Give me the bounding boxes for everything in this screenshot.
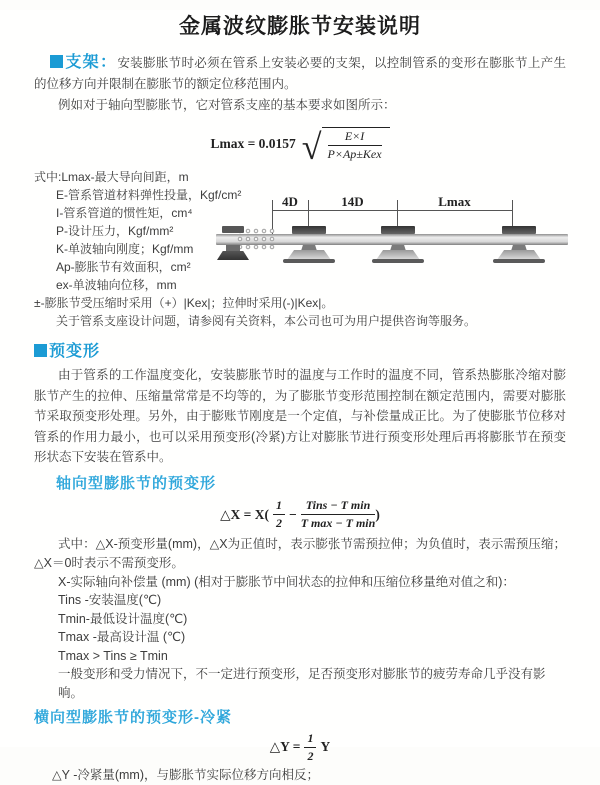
variable-line: E-管系管道材料弹性投量，Kgf/cm² <box>56 188 242 202</box>
radical-sign: √ <box>301 126 322 167</box>
predeform-section-heading <box>34 338 566 361</box>
lateral-description: △Y -冷紧量(mm)，与膨胀节实际位移方向相反； <box>52 768 320 782</box>
support-section-label: 支架： <box>65 54 118 71</box>
saddle-support <box>281 226 337 266</box>
fraction-numerator: 1 <box>273 498 285 515</box>
variable-line: K-单波轴向刚度；Kgf/mm <box>56 242 194 256</box>
fraction-numerator: Tins − T min <box>301 498 376 515</box>
lmax-formula-lhs: Lmax = 0.0157 <box>210 136 296 151</box>
axial-variable-line: Tmax -最高设计温 (℃) <box>58 630 186 644</box>
fraction-numerator: 1 <box>304 731 316 748</box>
support-intro-text: 安装膨胀节时必须在管系上安装必要的支架，以控制管系的变形在膨胀节上产生的位移方向并限制在膨胀节的额定位移范围内。 <box>34 56 566 91</box>
support-intro-paragraph <box>34 52 566 95</box>
pipe-support-diagram <box>216 188 568 288</box>
minus-operator: − <box>289 506 297 522</box>
variable-line: P-设计压力，Kgf/mm² <box>56 224 174 238</box>
axial-subheading: 轴向型膨胀节的预变形 <box>56 474 217 492</box>
support-foot <box>283 259 335 263</box>
variable-line: 式中:Lmax-最大导向间距，m <box>34 170 189 184</box>
variables-and-diagram <box>34 168 566 312</box>
support-foot <box>372 259 424 263</box>
saddle-support <box>370 226 426 266</box>
dim-label-lmax: Lmax <box>438 194 471 209</box>
document-page <box>0 10 600 782</box>
anchor-support <box>226 245 240 251</box>
lmax-fraction-numerator: E×I <box>328 129 382 146</box>
axial-variable-line: Tmax > Tins ≥ Tmin <box>58 648 168 663</box>
lateral-formula-lhs: △Y = <box>269 739 301 754</box>
one-half-fraction <box>304 731 316 764</box>
lateral-formula-rhs: Y <box>320 739 331 754</box>
saddle-support <box>491 226 547 266</box>
axial-description: 式中：△X-预变形量(mm)，△X为正值时，表示膨张节需预拉伸；为负值时，表示需预压缩；△X＝0时表示不需预变形。 <box>34 536 566 570</box>
axial-note-line: 一般变形和受力情况下，不一定进行预变形，足否预变形对膨胀节的疲劳寿命几乎没有影响。 <box>58 667 546 700</box>
page-title: 金属波纹膨胀节安装说明 <box>179 15 421 38</box>
one-half-fraction <box>273 498 285 531</box>
temperature-fraction <box>301 498 376 531</box>
fraction-denominator: 2 <box>276 516 282 530</box>
support-foot <box>493 259 545 263</box>
fraction-denominator: 2 <box>307 748 314 763</box>
support-closing-line: 关于管系支座设计问题，请参阅有关资料，本公司也可为用户提供咨询等服务。 <box>56 314 477 328</box>
axial-variable-line: Tins -安装温度(℃) <box>58 593 162 607</box>
radical-body <box>322 127 390 162</box>
blue-square-icon <box>50 55 63 68</box>
axial-formula-close: ) <box>375 506 380 522</box>
lmax-formula <box>34 122 566 166</box>
blue-square-icon <box>34 344 47 357</box>
variable-line: ex-单波轴向位移，mm <box>56 278 177 292</box>
lmax-fraction <box>328 129 382 162</box>
lateral-subheading: 横向型膨胀节的预变形-冷紧 <box>34 709 232 726</box>
axial-variable-list <box>34 573 566 703</box>
axial-variable-line: Tmin-最低设计温度(℃) <box>58 611 188 626</box>
variable-line: I-管系管道的惯性矩，cm⁴ <box>56 206 193 220</box>
lateral-formula <box>34 729 566 765</box>
anchor-support <box>217 251 249 260</box>
dim-label-4d: 4D <box>282 194 298 209</box>
axial-formula <box>34 495 566 535</box>
axial-formula-lhs: △X = X( <box>220 506 269 522</box>
variable-line: ±-膨胀节受压缩时采用（+）|Kex|；拉伸时采用(-)|Kex|。 <box>34 296 334 310</box>
lmax-fraction-denominator: P×Ap±Kex <box>327 146 382 161</box>
predeform-paragraph: 由于管系的工作温度变化，安装膨胀节时的温度与工作时的温度不同，管系热膨胀冷缩对膨胀节产生的拉伸、压缩量常常是不均等的，为了膨胀节变形范围控制在额定范围内，需要对膨胀节采取预变形处理。另外，由于膨账节刚度是一个定值，与补偿量成正比。为了使膨胀节位移对管系的作用力最小，也可以采用预变形(冷紧)方让对膨胀节进行预变形处理后再将膨胀节在预变形状态下安装在管系中。 <box>34 368 566 464</box>
support-cap <box>292 226 326 234</box>
anchor-support <box>222 226 244 233</box>
variable-line: Ap-膨胀节有效面积，cm² <box>56 260 191 274</box>
support-cap <box>381 226 415 234</box>
axial-variable-line: X-实际轴向补偿量 (mm) (相对于膨胀节中间状态的拉伸和压缩位移量绝对值之和)： <box>58 574 515 589</box>
support-cap <box>502 226 536 234</box>
predeform-heading-text: 预变形 <box>49 343 101 360</box>
fraction-denominator: T max − T min <box>300 516 376 530</box>
support-example-line: 例如对于轴向型膨胀节，它对管系支座的基本要求如图所示： <box>58 98 396 112</box>
dim-label-14d: 14D <box>341 194 364 209</box>
